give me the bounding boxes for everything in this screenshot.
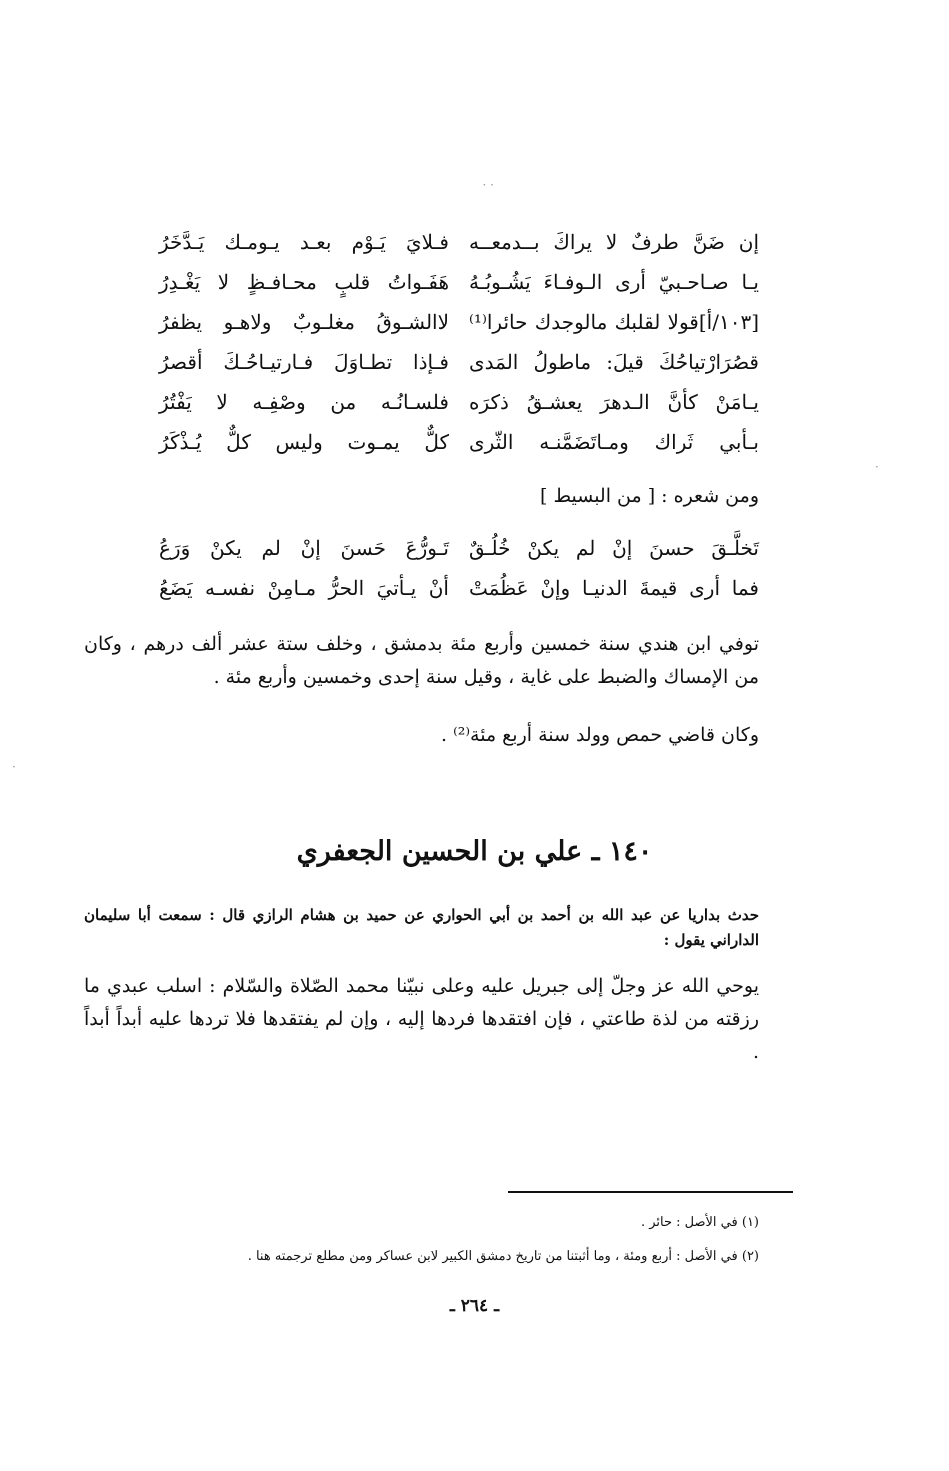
verse-row	[159, 568, 759, 608]
verse-second-hemistich: هَفَـواتُ قلبٍ محـافـظٍ لا يَغْـدِرُ	[159, 270, 449, 294]
verse-row	[159, 302, 759, 342]
scan-speck: ·	[12, 760, 16, 774]
verse-first-hemistich: تَخلَّـقَ حسنَ إنْ لم يكنْ خُلُـقٌ	[469, 536, 759, 560]
verse-second-hemistich: كلٌّ يمـوت وليس كلٌّ يُـذْكَرُ	[159, 430, 449, 454]
verse-row	[159, 528, 759, 568]
poem-first	[159, 222, 759, 462]
verse-first-hemistich: يـا صـاحـبيّ أرى الـوفـاءَ يَشُـوبُـهُ	[469, 270, 759, 294]
footnote-rule	[508, 1191, 793, 1193]
death-paragraph: توفي ابن هندي سنة خمسين وأربع مئة بدمشق ، وخلف ستة عشر ألف درهم ، وكان من الإمساك والضبط على غاية ، وقيل سنة إحدى وخمسين وأربع مئة .	[84, 633, 759, 688]
verse-second-hemistich: لاالشـوقُ مغلـوبٌ ولاهـو يظفرُ	[159, 310, 449, 334]
verse-second-hemistich: أنْ يـأتيَ الحرُّ مـامِنْ نفسـه يَضَعُ	[159, 576, 449, 600]
scan-speck: ·	[875, 460, 879, 474]
footnote-1: (١) في الأصل : حائر .	[640, 1215, 759, 1230]
verse-first-hemistich: قصُرَارْتياحُكَ قيلَ: ماطولُ المَدى	[469, 350, 759, 374]
meter-intro: ومن شعره : [ من البسيط ]	[540, 485, 759, 507]
footnote-2: (٢) في الأصل : أربع ومئة ، وما أثبتنا من تاريخ دمشق الكبير لابن عساكر ومن مطلع ترجمته هنا .	[247, 1249, 759, 1264]
verse-first-hemistich: يـامَنْ كأنَّ الـدهرَ يعشـقُ ذكرَه	[469, 390, 759, 414]
birth-paragraph: وكان قاضي حمص وولد سنة أربع مئة⁽²⁾ .	[441, 724, 759, 746]
verse-second-hemistich: فـإذا تطـاوَلَ فـارتيـاحُـكَ أقصرُ	[159, 350, 449, 374]
verse-row	[159, 222, 759, 262]
verse-row	[159, 262, 759, 302]
page-number: ـ ٢٦٤ ـ	[449, 1296, 500, 1316]
verse-second-hemistich: فـلايَ يَـوْم بعـد يـومـك يَـدَّخَرُ	[159, 230, 449, 254]
verse-second-hemistich: فلسـانُـه من وصْفِـه لا يَفْتُرُ	[159, 390, 449, 414]
verse-row	[159, 422, 759, 462]
scan-speck: · ·	[482, 178, 494, 192]
verse-second-hemistich: تَـورُّعَ حَسنَ إنْ لم يكنْ وَرَعُ	[159, 536, 449, 560]
poem-second	[159, 528, 759, 608]
narration-paragraph: يوحي الله عز وجلّ إلى جبريل عليه وعلى نبيّنا محمد الصّلاة والسّلام : اسلب عبدي ما رزقته من لذة طاعتي ، فإن افتقدها فردها إليه ، وإن لم يفتقدها فلا تردها عليه أبداً أبداً .	[84, 975, 759, 1063]
verse-first-hemistich: فما أرى قيمةَ الدنيـا وإنْ عَظُمَتْ	[469, 576, 759, 600]
verse-first-hemistich: [١٠٣/أ]قولا لقلبك مالوجدك حائرا⁽¹⁾	[469, 310, 759, 334]
verse-first-hemistich: بـأبي ثَراك ومـاتَضَمَّنـه الثّرى	[469, 430, 759, 454]
verse-row	[159, 342, 759, 382]
verse-first-hemistich: إن ضَنَّ طرفٌ لا يراكَ بــدمعــه	[469, 230, 759, 254]
verse-row	[159, 382, 759, 422]
entry-heading: ١٤٠ ـ علي بن الحسين الجعفري	[296, 836, 653, 867]
isnad-text: حدث بداريا عن عبد الله بن أحمد بن أبي الحواري عن حميد بن هشام الرازي قال : سمعت أبا سليمان الداراني يقول :	[84, 906, 759, 949]
